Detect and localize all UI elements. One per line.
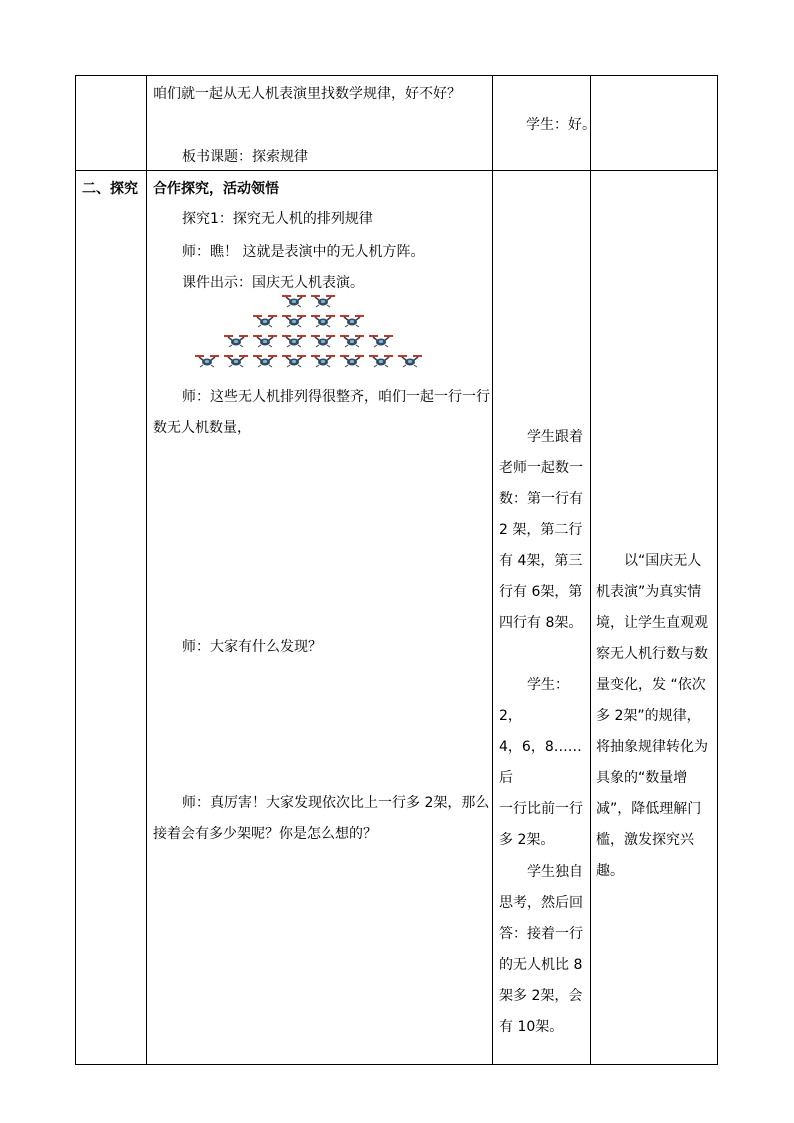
drone-icon: [339, 334, 365, 348]
drone-icon: [310, 354, 336, 368]
drone-icon: [252, 334, 278, 348]
student-response-line: 数：第一行有: [499, 491, 583, 507]
student-response-3: [499, 857, 587, 1043]
col-border-1: [146, 75, 147, 1065]
design-intent-line: 察无人机行数与数: [596, 646, 708, 662]
drone-icon: [368, 354, 394, 368]
row1-student-response: 学生：好。: [526, 117, 596, 133]
design-intent-line: 将抽象规律转化为: [596, 739, 708, 755]
student-response-line: 思考，然后回: [499, 895, 583, 911]
student-response-line: 行有 6架，第: [499, 584, 583, 600]
teacher-line-1: 师：瞧！ 这就是表演中的无人机方阵。: [182, 244, 425, 260]
student-response-line: 架多 2架，会: [499, 988, 583, 1004]
drone-icon: [281, 294, 307, 308]
drone-icon: [281, 314, 307, 328]
design-intent-line: 机表演”为真实情: [596, 584, 702, 600]
student-response-line: 有 10架。: [499, 1019, 564, 1035]
drone-icon: [339, 354, 365, 368]
student-response-line: 4，6，8……后: [499, 739, 582, 786]
drone-icon: [252, 354, 278, 368]
design-intent-line: 减”，降低理解门: [596, 801, 702, 817]
student-response-line: 学生跟着: [527, 429, 583, 445]
col-border-2: [492, 75, 493, 1065]
student-response-line: 2 架，第二行: [499, 522, 583, 538]
teacher-line-2b: 数无人机数量，: [153, 420, 251, 436]
design-intent-line: 多 2架”的规律，: [596, 708, 701, 724]
design-intent-line: 量变化，发 “依次: [596, 677, 706, 693]
student-response-line: 有 4架，第三: [499, 553, 583, 569]
explore1-title: 探究1：探究无人机的排列规律: [182, 211, 373, 227]
col-border-right: [717, 75, 718, 1065]
teacher-line-4a: 师：真厉害！大家发现依次比上一行多 2架，那么: [182, 795, 490, 811]
col-border-left: [75, 75, 76, 1065]
student-response-line: 答：接着一行: [499, 926, 583, 942]
student-response-line: 老师一起数一: [499, 460, 583, 476]
design-intent-line: 以“国庆无人: [624, 553, 702, 569]
teacher-line-3: 师：大家有什么发现？: [182, 639, 322, 655]
drone-icon: [339, 314, 365, 328]
teacher-line-2a: 师：这些无人机排列得很整齐，咱们一起一行一行: [182, 389, 490, 405]
drone-icon: [397, 354, 423, 368]
row-divider: [75, 170, 718, 171]
drone-formation-image: [185, 294, 435, 374]
design-intent: [596, 546, 714, 887]
drone-icon: [281, 354, 307, 368]
drone-icon: [194, 354, 220, 368]
design-intent-line: 境，让学生直观观: [596, 615, 708, 631]
design-intent-line: 具象的“数量增: [596, 770, 688, 786]
table-bottom-border: [75, 1064, 718, 1065]
student-response-2: [499, 670, 587, 856]
drone-icon: [252, 314, 278, 328]
drone-icon: [223, 354, 249, 368]
col-border-3: [590, 75, 591, 1065]
row1-teacher-line1: 咱们就一起从无人机表演里找数学规律，好不好？: [153, 86, 461, 102]
student-response-line: 四行有 8架。: [499, 615, 583, 631]
student-response-line: 学生独自: [527, 864, 583, 880]
student-response-line: 一行比前一行: [499, 801, 583, 817]
teacher-line-4b: 接着会有多少架呢？你是怎么想的？: [153, 826, 377, 842]
drone-icon: [368, 334, 394, 348]
courseware-line: 课件出示：国庆无人机表演。: [182, 275, 364, 291]
drone-icon: [310, 314, 336, 328]
row1-teacher-line2: 板书课题：探索规律: [182, 149, 308, 165]
drone-icon: [310, 294, 336, 308]
drone-icon: [310, 334, 336, 348]
table-top-border: [75, 75, 718, 76]
student-response-1: [499, 422, 587, 639]
student-response-line: 的无人机比 8: [499, 957, 583, 973]
student-response-line: 多 2架。: [499, 832, 555, 848]
student-response-line: 学生：2，: [499, 677, 569, 724]
section-heading: 合作探究，活动领悟: [153, 181, 279, 197]
stage-label: 二、探究: [82, 181, 138, 197]
drone-icon: [223, 334, 249, 348]
design-intent-line: 槛，激发探究兴趣。: [596, 832, 694, 879]
drone-icon: [281, 334, 307, 348]
